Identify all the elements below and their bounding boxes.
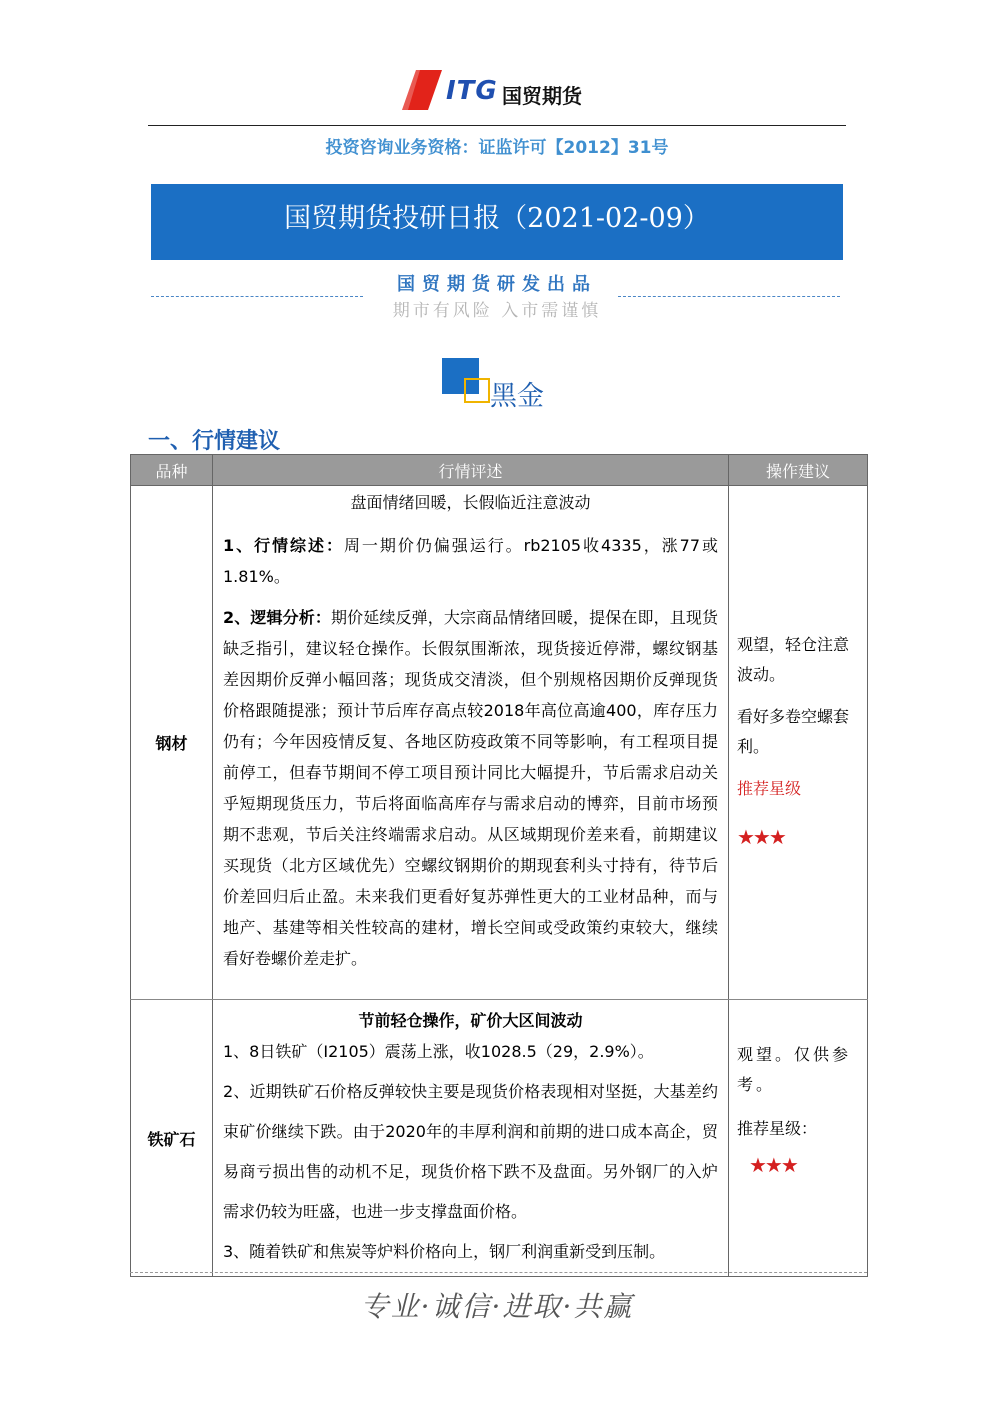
report-title: 国贸期货投研日报（2021-02-09） (284, 203, 710, 234)
risk-notice: 期市有风险 入市需谨慎 (392, 301, 602, 321)
header-review: 行情评述 (213, 455, 729, 486)
review-paragraph: 2、逻辑分析：期价延续反弹，大宗商品情绪回暖，提保在即，且现货缺乏指引，建议轻仓操作。长假氛围渐浓，现货接近停滞，螺纹钢基差因期价反弹小幅回落；现货成交清淡，但个别规格因期价反弹现货价格跟随提涨；预计节后库存高点较2018年高位高逾400，库存压力仍有；今年因疫情反复、各地区防疫政策不同等影响，有工程项目提前停工，但春节期间不停工项目预计同比大幅提升，节后需求启动关乎短期现货压力，节后将面临高库存与需求启动的博弈，目前市场预期不悲观，节后关注终端需求启动。从区域期现价差来看，前期建议买现货（北方区域优先）空螺纹钢期价的期现套利头寸持有，待节后价差回归后止盈。未来我们更看好复苏弹性更大的工业材品种，而与地产、基建等相关性较高的建材，增长空间或受政策约束较大，继续看好卷螺价差走扩。 (223, 608, 718, 968)
advice-text: 看好多卷空螺套利。 (737, 707, 850, 756)
company-logo (402, 70, 602, 114)
advice-cell (729, 486, 868, 1000)
rating-label: 推荐星级： (737, 1119, 818, 1138)
table-row (131, 486, 868, 1000)
logo-text: ITG (446, 76, 498, 106)
review-cell (213, 1000, 729, 1277)
review-paragraph: 2、近期铁矿石价格反弹较快主要是现货价格表现相对坚挺，大基差约束矿价继续下跌。由于2020年的丰厚利润和前期的进口成本高企，贸易商亏损出售的动机不足，现货价格下跌不及盘面。另外钢厂的入炉需求仍较为旺盛，也进一步支撑盘面价格。 (223, 1082, 718, 1221)
logo-mark-icon (402, 70, 450, 110)
advice-text: 观望，轻仓注意波动。 (737, 635, 850, 684)
footer-slogan: 专业·诚信·进取·共赢 (360, 1290, 634, 1323)
variety-cell: 钢材 (131, 486, 213, 1000)
rating-stars-icon: ★★★ (737, 825, 785, 849)
header-advice: 操作建议 (729, 455, 868, 486)
footer-divider (130, 1272, 867, 1273)
market-advice-table (130, 454, 868, 1277)
advice-text: 观望。仅供参考。 (737, 1045, 852, 1094)
qualification-line: 投资咨询业务资格：证监许可【2012】31号 (325, 138, 669, 158)
section-subtitle: 一、行情建议 (148, 429, 281, 454)
table-row (131, 1000, 868, 1277)
section-title: 黑金 (490, 381, 544, 412)
review-paragraph: 1、行情综述：周一期价仍偏强运行。rb2105收4335，涨77或1.81%。 (223, 536, 718, 586)
header-divider (148, 125, 846, 126)
review-cell (213, 486, 729, 1000)
producer-line: 国贸期货研发出品 (397, 274, 597, 295)
review-title: 节前轻仓操作，矿价大区间波动 (358, 1011, 583, 1030)
title-banner (151, 184, 843, 260)
review-paragraph: 1、8日铁矿（I2105）震荡上涨，收1028.5（29，2.9%）。 (223, 1042, 654, 1061)
rating-stars-icon: ★★★ (749, 1153, 797, 1177)
header-variety: 品种 (131, 455, 213, 486)
review-paragraph: 3、随着铁矿和焦炭等炉料价格向上，钢厂利润重新受到压制。 (223, 1242, 666, 1261)
table-header-row (131, 455, 868, 486)
rating-label: 推荐星级 (737, 779, 802, 798)
logo-cn-text: 国贸期货 (502, 84, 582, 108)
review-title: 盘面情绪回暖，长假临近注意波动 (350, 493, 591, 512)
advice-cell (729, 1000, 868, 1277)
variety-cell: 铁矿石 (131, 1000, 213, 1277)
